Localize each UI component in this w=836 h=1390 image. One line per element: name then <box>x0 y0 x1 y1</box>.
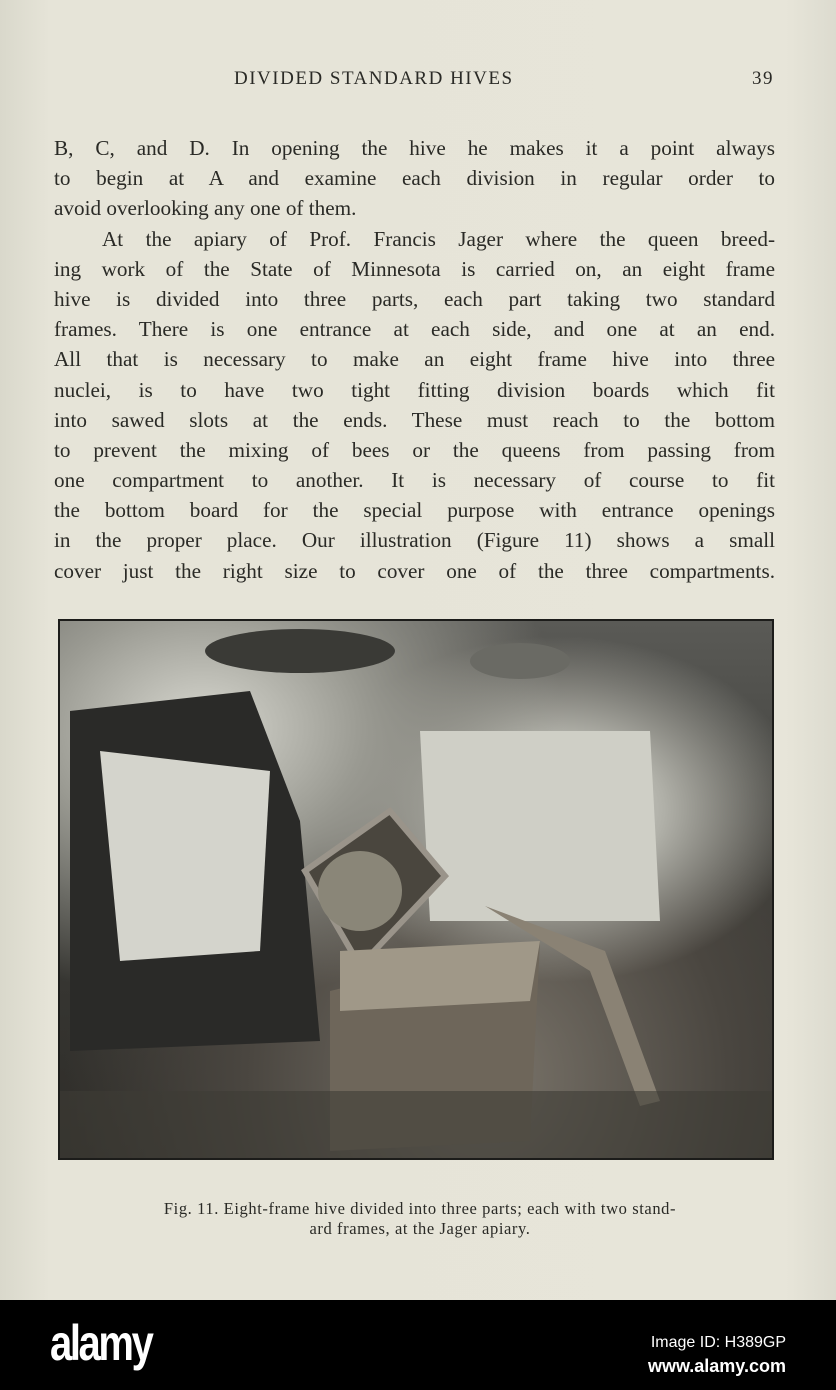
image-id: Image ID: H389GP <box>650 1334 786 1351</box>
text-line: All that is necessary to make an eight frame hive into three <box>54 347 775 372</box>
alamy-logo: alamy <box>50 1315 152 1371</box>
text-line: avoid overlooking any one of them. <box>54 196 357 221</box>
text-line: hive is divided into three parts, each part taking two standard <box>54 286 775 311</box>
running-title: DIVIDED STANDARD HIVES <box>234 68 514 89</box>
shirt-sleeve-shape <box>100 751 270 961</box>
figure-caption <box>40 1199 800 1239</box>
body-text <box>54 133 775 586</box>
page-number: 39 <box>752 68 774 89</box>
text-line: ing work of the State of Minnesota is carried on, an eight frame <box>54 256 775 281</box>
text-line: in the proper place. Our illustration (Figure 11) shows a small <box>54 528 775 553</box>
text-line: B, C, and D. In opening the hive he makes it a point always <box>54 136 775 160</box>
text-line: At the apiary of Prof. Francis Jager where the queen breed- <box>102 226 775 251</box>
ground <box>60 1091 772 1158</box>
text-line: one compartment to another. It is necessary of course to fit <box>54 468 775 493</box>
website-link[interactable]: www.alamy.com <box>647 1356 786 1376</box>
cap-shape <box>470 643 570 679</box>
watermark-footer <box>0 1300 836 1390</box>
text-line: frames. There is one entrance at each side, and one at an end. <box>54 317 775 342</box>
hive-top <box>340 941 540 1011</box>
text-line: cover just the right size to cover one of the three compartments. <box>54 558 775 583</box>
hat-shape <box>205 629 395 673</box>
figure-photo <box>58 619 774 1160</box>
text-line: to begin at A and examine each division in regular order to <box>54 166 775 191</box>
text-line: nuclei, is to have two tight fitting division boards which fit <box>54 377 775 402</box>
caption-line: Fig. 11. Eight-frame hive divided into three parts; each with two stand- <box>163 1199 677 1218</box>
photo-illustration <box>60 621 772 1158</box>
text-line: into sawed slots at the ends. These must reach to the bottom <box>54 407 775 432</box>
man-right-shirt <box>420 731 660 921</box>
text-line: to prevent the mixing of bees or the queens from passing from <box>54 437 775 462</box>
bees-comb <box>318 851 402 931</box>
text-line: the bottom board for the special purpose with entrance openings <box>54 498 775 523</box>
caption-line: ard frames, at the Jager apiary. <box>309 1219 531 1238</box>
